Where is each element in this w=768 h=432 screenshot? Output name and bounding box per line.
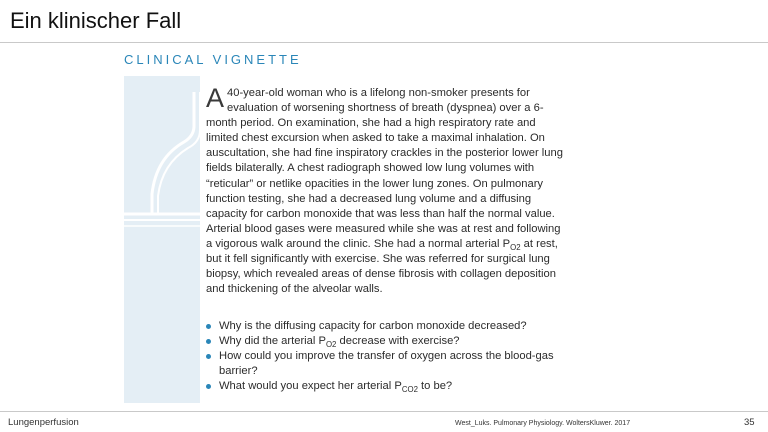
bullet-icon (206, 384, 211, 389)
list-item (206, 319, 566, 334)
question-text-after: to be? (417, 380, 453, 393)
vignette-body (206, 83, 566, 297)
question-text-after: decrease with exercise? (336, 335, 460, 348)
footer-source-citation: West_Luks. Pulmonary Physiology. WoltersKluwer. 2017 (455, 420, 631, 427)
vignette-body-part-2: at rest, but it fell significantly with exercise. She was referred for surgical lung biopsy, which revealed areas of dense fibrosis with collagen deposition and thickening of the alveolar walls. (206, 237, 558, 296)
vignette-body-part-1: 40-year-old woman who is a lifelong non-smoker presents for evaluation of worsening shortness of breath (dyspnea) over a 6-month period. On examination, she had a high respiratory rate and limited chest excursion when asked to take a maximal inhalation. On auscultation, she had fine inspiratory crackles in the posterior lower lung fields bilaterally. A chest radiograph showed low lung volumes with “reticular” or netlike opacities in the lower lung zones. On pulmonary function testing, she had a decreased lung volume and a diffusing capacity for carbon monoxide that was less than half the normal value. Arterial blood gases were measured while she was at rest and following a vigorous walk around the clinic. She had a normal arterial P (206, 87, 563, 250)
question-text-before: What would you expect her arterial P (219, 380, 402, 393)
bullet-icon (206, 339, 211, 344)
subscript-2: 2 (332, 340, 337, 350)
subscript-2: 2 (413, 385, 418, 395)
list-item (206, 379, 566, 394)
question-list (206, 319, 566, 394)
bullet-icon (206, 324, 211, 329)
question-text: Why is the diffusing capacity for carbon monoxide decreased? (219, 320, 527, 332)
subscript-o: O (510, 243, 517, 253)
title-divider (0, 42, 768, 43)
decorative-curve-icon (96, 86, 206, 236)
question-text-before: Why did the arterial P (219, 335, 326, 348)
bullet-icon (206, 354, 211, 359)
footer-divider (0, 411, 768, 412)
question-text: How could you improve the transfer of oxygen across the blood-gas barrier? (219, 350, 554, 378)
list-item (206, 349, 566, 379)
subscript-2: 2 (516, 243, 521, 253)
dropcap: A (206, 83, 225, 113)
page-number: 35 (744, 417, 755, 428)
slide-title: Ein klinischer Fall (10, 8, 182, 33)
subscript-o: O (325, 340, 333, 350)
subscript-co: CO (401, 385, 414, 395)
list-item (206, 334, 566, 349)
vignette-heading: CLINICAL VIGNETTE (124, 52, 302, 67)
footer-section-label: Lungenperfusion (8, 417, 79, 428)
